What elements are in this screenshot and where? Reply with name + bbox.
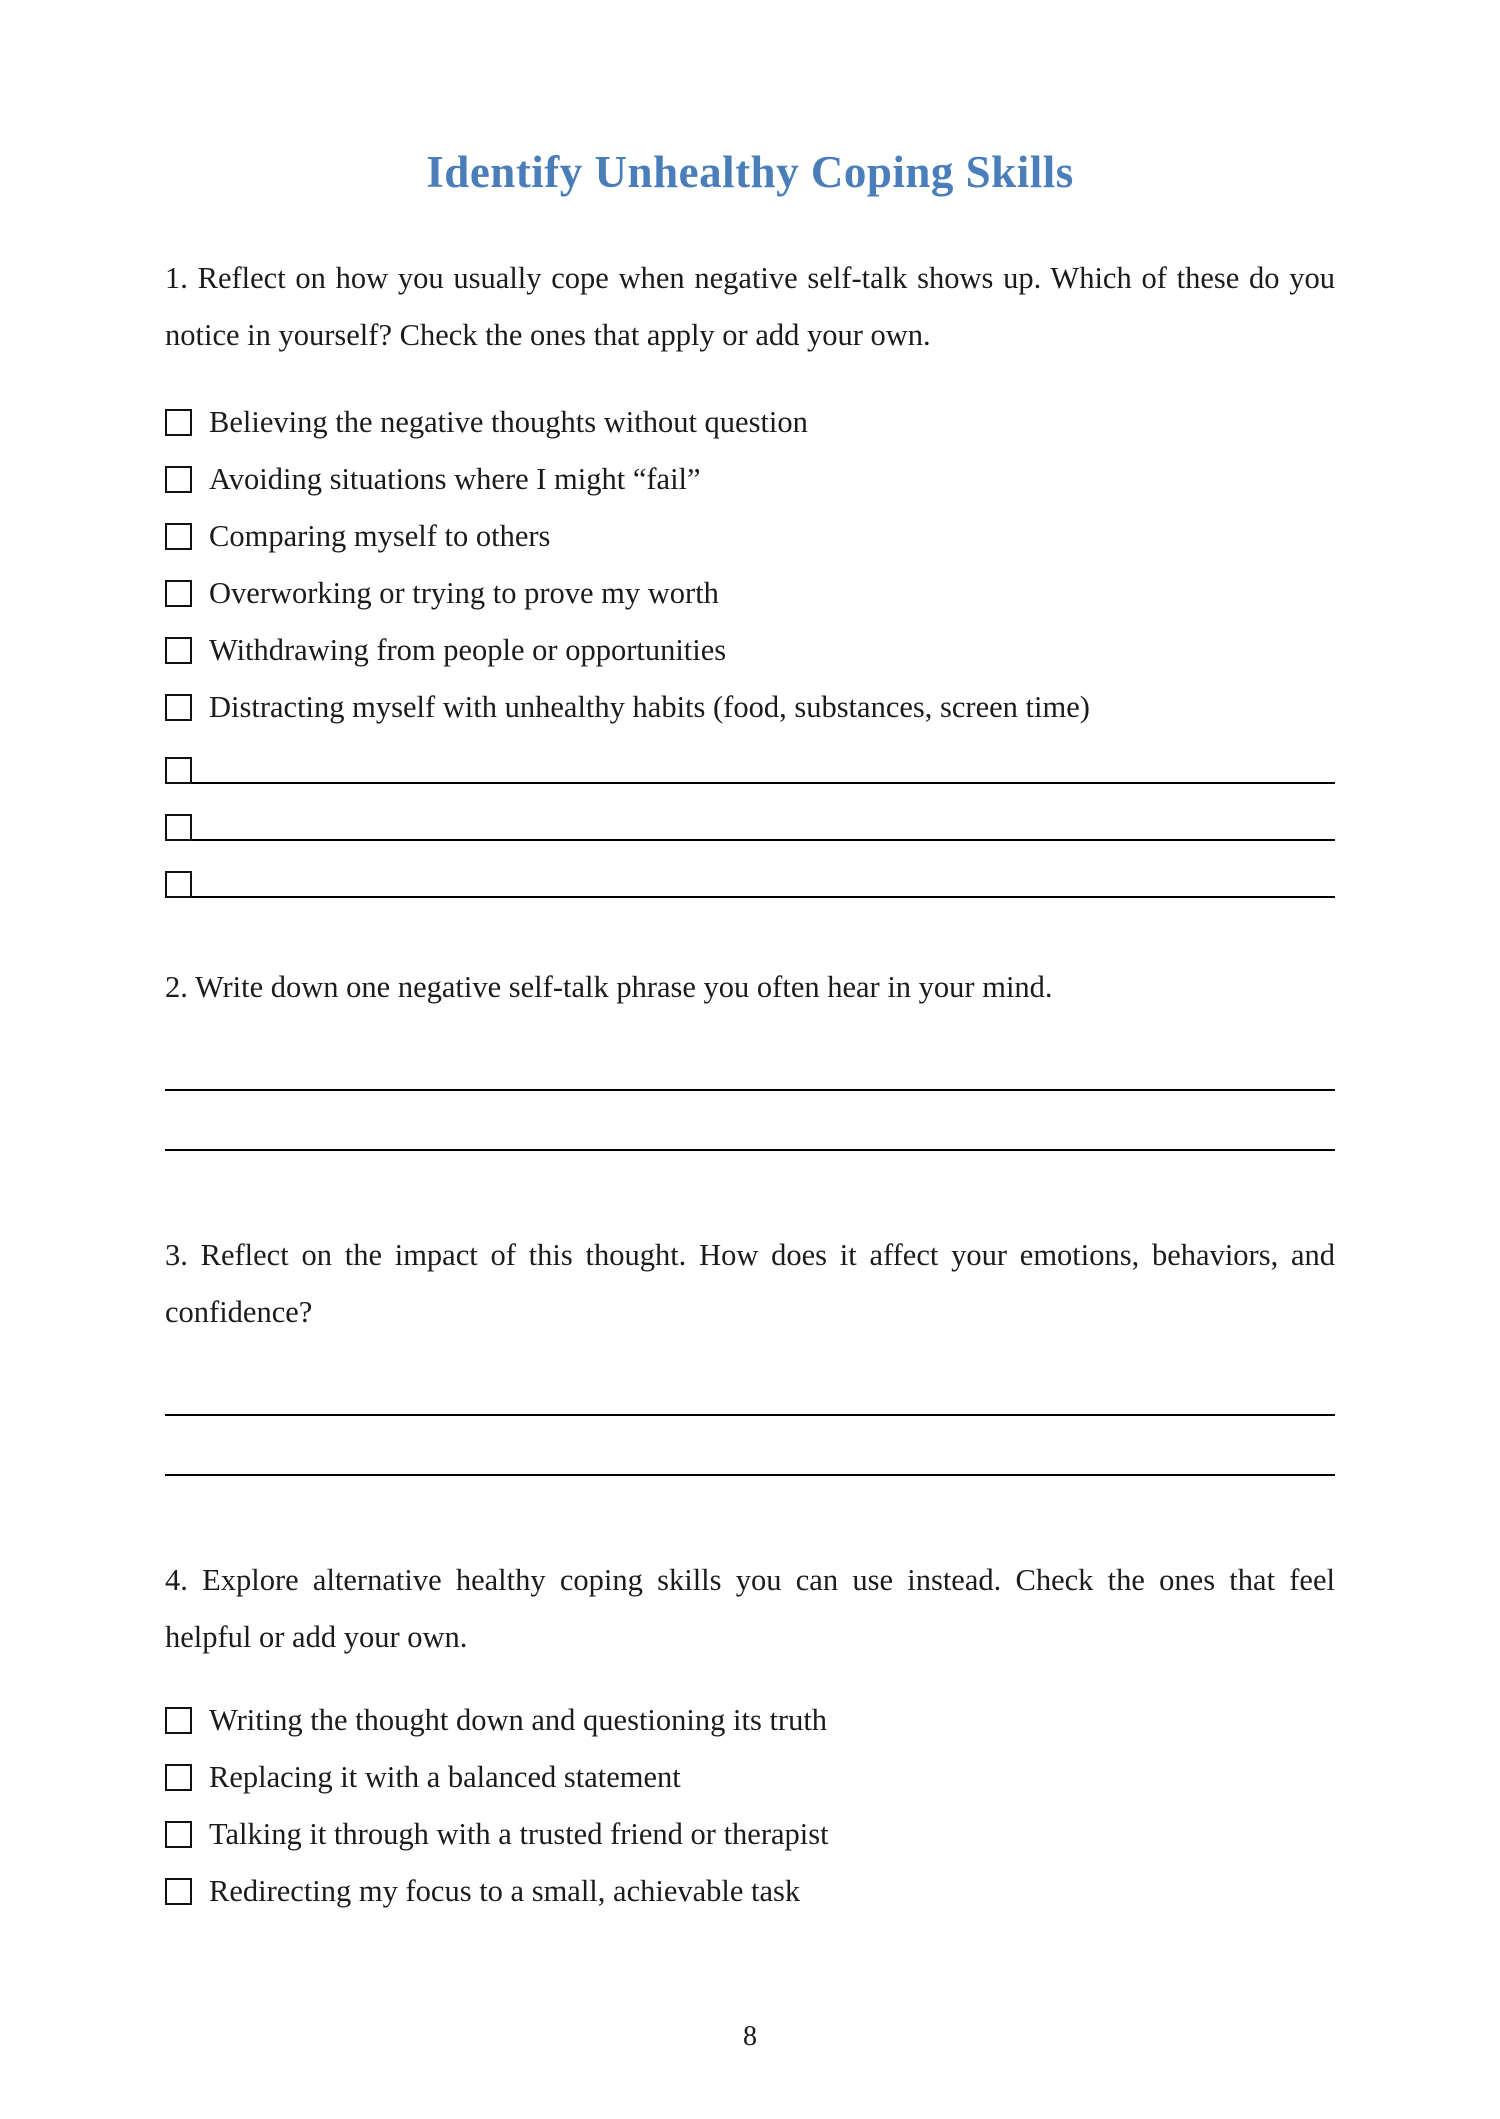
checkbox-label: Avoiding situations where I might “fail” bbox=[209, 462, 701, 496]
checkbox-label: Overworking or trying to prove my worth bbox=[209, 576, 719, 610]
checkbox-label: Believing the negative thoughts without question bbox=[209, 405, 808, 439]
page-title: Identify Unhealthy Coping Skills bbox=[426, 147, 1074, 197]
checkbox-label: Talking it through with a trusted friend or therapist bbox=[209, 1817, 829, 1851]
checkbox-item bbox=[165, 1692, 1335, 1749]
spacer bbox=[165, 1341, 1335, 1414]
checkbox-icon[interactable] bbox=[165, 409, 192, 436]
checkbox-item bbox=[165, 679, 1335, 736]
checkbox-label: Writing the thought down and questioning its truth bbox=[209, 1703, 828, 1737]
checkbox-icon[interactable] bbox=[165, 757, 192, 784]
checkbox-item-blank bbox=[165, 736, 1335, 793]
checkbox-label: Redirecting my focus to a small, achievable task bbox=[209, 1874, 801, 1908]
checkbox-icon[interactable] bbox=[165, 466, 192, 493]
question-4-checklist bbox=[165, 1692, 1335, 1920]
checkbox-icon[interactable] bbox=[165, 814, 192, 841]
question-3-prompt: 3. Reflect on the impact of this thought. How does it affect your emotions, behaviors, and confidence? bbox=[165, 1238, 1335, 1329]
write-in-line[interactable] bbox=[192, 752, 1335, 784]
spacer bbox=[165, 1151, 1335, 1227]
question-1-checklist bbox=[165, 394, 1335, 907]
checkbox-icon[interactable] bbox=[165, 580, 192, 607]
checkbox-icon[interactable] bbox=[165, 1878, 192, 1905]
spacer bbox=[165, 1476, 1335, 1552]
checkbox-item bbox=[165, 565, 1335, 622]
checkbox-item bbox=[165, 1749, 1335, 1806]
checkbox-icon[interactable] bbox=[165, 1821, 192, 1848]
question-1-prompt: 1. Reflect on how you usually cope when negative self-talk shows up. Which of these do you notice in yourself? Check the ones that apply or add your own. bbox=[165, 261, 1335, 352]
checkbox-icon[interactable] bbox=[165, 523, 192, 550]
page-number: 8 bbox=[743, 2021, 757, 2052]
checkbox-icon[interactable] bbox=[165, 1707, 192, 1734]
write-in-line[interactable] bbox=[192, 809, 1335, 841]
checkbox-icon[interactable] bbox=[165, 637, 192, 664]
checkbox-item bbox=[165, 1806, 1335, 1863]
checkbox-icon[interactable] bbox=[165, 694, 192, 721]
checkbox-item bbox=[165, 622, 1335, 679]
checkbox-item bbox=[165, 451, 1335, 508]
checkbox-label: Comparing myself to others bbox=[209, 519, 551, 553]
spacer bbox=[165, 1091, 1335, 1149]
checkbox-label: Replacing it with a balanced statement bbox=[209, 1760, 681, 1794]
spacer bbox=[165, 1416, 1335, 1474]
question-4-prompt: 4. Explore alternative healthy coping skills you can use instead. Check the ones that feel helpful or add your own. bbox=[165, 1563, 1335, 1654]
question-2-prompt: 2. Write down one negative self-talk phrase you often hear in your mind. bbox=[165, 970, 1053, 1004]
checkbox-item-blank bbox=[165, 793, 1335, 850]
checkbox-item bbox=[165, 394, 1335, 451]
write-in-line[interactable] bbox=[192, 866, 1335, 898]
checkbox-item-blank bbox=[165, 850, 1335, 907]
checkbox-icon[interactable] bbox=[165, 1764, 192, 1791]
checkbox-icon[interactable] bbox=[165, 871, 192, 898]
checkbox-item bbox=[165, 1863, 1335, 1920]
checkbox-label: Withdrawing from people or opportunities bbox=[209, 633, 727, 667]
checkbox-label: Distracting myself with unhealthy habits (food, substances, screen time) bbox=[209, 690, 1090, 724]
spacer bbox=[165, 907, 1335, 959]
spacer bbox=[165, 1016, 1335, 1089]
checkbox-item bbox=[165, 508, 1335, 565]
